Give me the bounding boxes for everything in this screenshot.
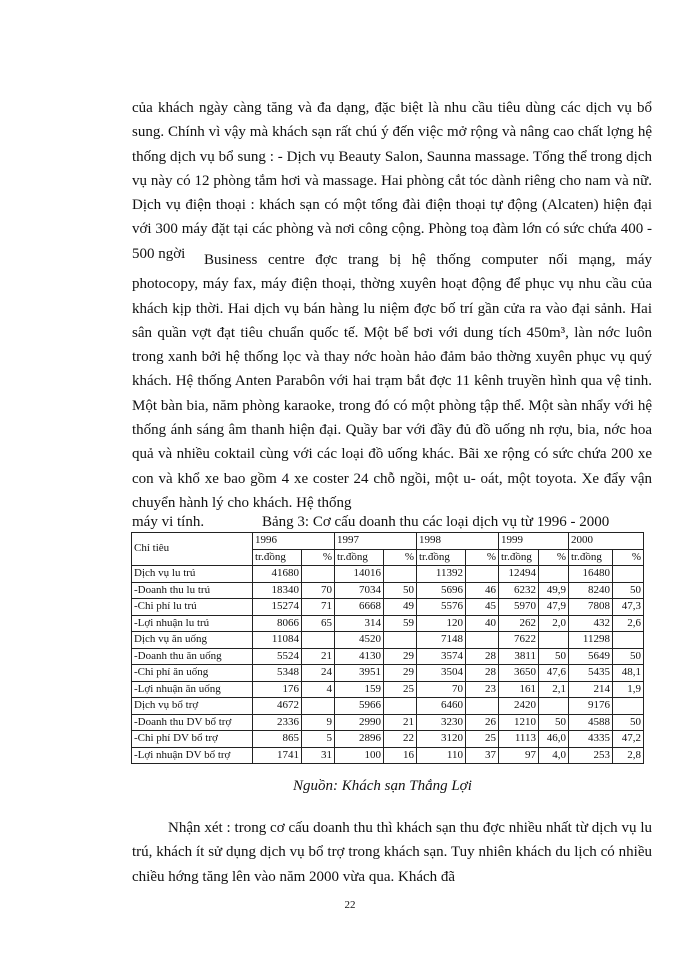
unit-header: tr.đồng bbox=[569, 549, 613, 566]
table-cell: 49 bbox=[384, 599, 417, 616]
table-source: Nguồn: Khách sạn Thắng Lợi bbox=[293, 778, 472, 794]
year-header: 1997 bbox=[335, 533, 417, 550]
table-cell: 214 bbox=[569, 681, 613, 698]
table-cell: 11298 bbox=[569, 632, 613, 649]
table-header-row bbox=[132, 533, 644, 550]
table-cell: 71 bbox=[302, 599, 335, 616]
table-cell: 70 bbox=[302, 582, 335, 599]
table-cell bbox=[302, 632, 335, 649]
table-row bbox=[132, 648, 644, 665]
row-label: -Doanh thu DV bổ trợ bbox=[132, 714, 253, 731]
table-cell: 3650 bbox=[499, 665, 539, 682]
table-cell: 37 bbox=[466, 747, 499, 764]
table-cell: 25 bbox=[466, 731, 499, 748]
table-row bbox=[132, 615, 644, 632]
table-row bbox=[132, 582, 644, 599]
table-cell: 4 bbox=[302, 681, 335, 698]
row-label: Dịch vụ lu trú bbox=[132, 566, 253, 583]
table-cell: 5524 bbox=[253, 648, 302, 665]
table-cell: 50 bbox=[384, 582, 417, 599]
table-cell: 70 bbox=[417, 681, 466, 698]
table-cell: 46 bbox=[466, 582, 499, 599]
table-row bbox=[132, 747, 644, 764]
table-cell: 432 bbox=[569, 615, 613, 632]
table-cell: 4672 bbox=[253, 698, 302, 715]
row-label: -Lợi nhuận lu trú bbox=[132, 615, 253, 632]
table-cell: 5348 bbox=[253, 665, 302, 682]
table-cell: 15274 bbox=[253, 599, 302, 616]
table-cell: 7148 bbox=[417, 632, 466, 649]
table-cell: 59 bbox=[384, 615, 417, 632]
year-header: 1996 bbox=[253, 533, 335, 550]
table-cell: 5576 bbox=[417, 599, 466, 616]
table-cell: 23 bbox=[466, 681, 499, 698]
table-cell: 5 bbox=[302, 731, 335, 748]
table-row bbox=[132, 599, 644, 616]
table-cell: 1210 bbox=[499, 714, 539, 731]
paragraph-business-centre: Business centre đợc trang bị hệ thống computer nối mạng, máy photocopy, máy fax, máy điện thoại, thờng xuyên hoạt động để phục vụ nhu cầu của khách kịp thời. Hai dịch vụ bán hàng lu niệm đợc bố trí gần cửa ra vào đại sảnh. Hai sân quần vợt đạt tiêu chuẩn quốc tế. Một bể bơi với dung tích 450m³, làn nớc luôn trong xanh bởi hệ thống lọc và thay nớc hoàn hảo đảm bảo thờng xuyên phục vụ quý khách. Hệ thống Anten Parabôn với hai trạm bắt đợc 11 kênh truyền hình qua vệ tinh. Một bàn bia, năm phòng karaoke, trong đó có một phòng tập thể. Một sàn nhẩy với hệ thống ánh sáng âm thanh hiện đại. Quầy bar với đầy đủ đồ uống nh rợu, bia, nớc hoa quả và nhiều coktail cùng với các loại đồ uống khác. Bãi xe rộng có sức chứa 200 xe con và khổ xe bao gồm 4 xe coster 24 chỗ ngồi, một u- oát, một toyota. Xe đẩy vận chuyển hành lý cho khách. Hệ thống bbox=[132, 252, 652, 511]
table-cell: 18340 bbox=[253, 582, 302, 599]
table-cell: 12494 bbox=[499, 566, 539, 583]
unit-header: tr.đồng bbox=[335, 549, 384, 566]
table-cell: 8066 bbox=[253, 615, 302, 632]
table-cell bbox=[539, 566, 569, 583]
table-cell: 1113 bbox=[499, 731, 539, 748]
table-cell bbox=[466, 698, 499, 715]
table-cell: 1741 bbox=[253, 747, 302, 764]
table-cell: 100 bbox=[335, 747, 384, 764]
table-cell: 47,9 bbox=[539, 599, 569, 616]
table-cell: 253 bbox=[569, 747, 613, 764]
table-cell bbox=[384, 632, 417, 649]
table-cell: 21 bbox=[384, 714, 417, 731]
table-cell bbox=[613, 566, 644, 583]
table-cell: 28 bbox=[466, 665, 499, 682]
table-cell: 47,3 bbox=[613, 599, 644, 616]
row-label: -Doanh thu lu trú bbox=[132, 582, 253, 599]
table-row bbox=[132, 731, 644, 748]
table-cell: 97 bbox=[499, 747, 539, 764]
table-cell: 22 bbox=[384, 731, 417, 748]
table-cell: 45 bbox=[466, 599, 499, 616]
table-cell: 50 bbox=[539, 714, 569, 731]
table-row bbox=[132, 714, 644, 731]
table-cell: 25 bbox=[384, 681, 417, 698]
percent-header: % bbox=[539, 549, 569, 566]
table-cell: 3120 bbox=[417, 731, 466, 748]
table-cell bbox=[539, 632, 569, 649]
table-cell: 11084 bbox=[253, 632, 302, 649]
table-cell bbox=[539, 698, 569, 715]
table-cell: 5696 bbox=[417, 582, 466, 599]
table-cell bbox=[613, 698, 644, 715]
unit-header: tr.đồng bbox=[253, 549, 302, 566]
row-label: -Lợi nhuận DV bổ trợ bbox=[132, 747, 253, 764]
table-title: Bảng 3: Cơ cấu doanh thu các loại dịch vụ từ 1996 - 2000 bbox=[262, 514, 610, 530]
table-cell: 29 bbox=[384, 665, 417, 682]
row-label: -Lợi nhuận ăn uống bbox=[132, 681, 253, 698]
table-cell: 2,1 bbox=[539, 681, 569, 698]
table-cell: 4,0 bbox=[539, 747, 569, 764]
table-row bbox=[132, 665, 644, 682]
table-cell bbox=[302, 566, 335, 583]
table-cell: 9176 bbox=[569, 698, 613, 715]
table-cell bbox=[466, 632, 499, 649]
table-cell: 24 bbox=[302, 665, 335, 682]
table-cell bbox=[613, 632, 644, 649]
unit-header: tr.đồng bbox=[417, 549, 466, 566]
table-cell: 5649 bbox=[569, 648, 613, 665]
table-cell bbox=[302, 698, 335, 715]
table-caption-row bbox=[132, 510, 652, 534]
table-cell: 314 bbox=[335, 615, 384, 632]
table-cell: 65 bbox=[302, 615, 335, 632]
table-cell: 6232 bbox=[499, 582, 539, 599]
table-cell: 50 bbox=[539, 648, 569, 665]
table-cell: 6460 bbox=[417, 698, 466, 715]
table-cell: 41680 bbox=[253, 566, 302, 583]
caption-lead-text: máy vi tính. bbox=[132, 514, 205, 530]
table-cell: 7622 bbox=[499, 632, 539, 649]
table-cell: 16480 bbox=[569, 566, 613, 583]
year-header: 1998 bbox=[417, 533, 499, 550]
table-cell: 11392 bbox=[417, 566, 466, 583]
table-cell: 161 bbox=[499, 681, 539, 698]
row-label: Dịch vụ ăn uống bbox=[132, 632, 253, 649]
table-cell: 2336 bbox=[253, 714, 302, 731]
percent-header: % bbox=[466, 549, 499, 566]
table-cell: 31 bbox=[302, 747, 335, 764]
table-cell: 4520 bbox=[335, 632, 384, 649]
table-cell: 7034 bbox=[335, 582, 384, 599]
table-cell: 2,0 bbox=[539, 615, 569, 632]
table-cell: 40 bbox=[466, 615, 499, 632]
table-cell: 4130 bbox=[335, 648, 384, 665]
table-cell: 5435 bbox=[569, 665, 613, 682]
year-header: 1999 bbox=[499, 533, 569, 550]
table-cell bbox=[384, 566, 417, 583]
table-cell: 262 bbox=[499, 615, 539, 632]
table-cell: 50 bbox=[613, 714, 644, 731]
table-cell bbox=[384, 698, 417, 715]
row-label: -Doanh thu ăn uống bbox=[132, 648, 253, 665]
paragraph-remark: Nhận xét : trong cơ cấu doanh thu thì khách sạn thu đợc nhiều nhất từ dịch vụ lu trú, khách ít sử dụng dịch vụ bổ trợ trong khách sạn. Tuy nhiên khách du lịch có nhiều chiều hớng tăng lên vào năm 2000 vừa qua. Khách đã bbox=[132, 820, 652, 885]
table-row bbox=[132, 632, 644, 649]
corner-header: Chỉ tiêu bbox=[132, 533, 253, 566]
revenue-table bbox=[131, 532, 644, 764]
row-label: Dịch vụ bổ trợ bbox=[132, 698, 253, 715]
table-cell: 3574 bbox=[417, 648, 466, 665]
table-cell: 1,9 bbox=[613, 681, 644, 698]
unit-header: tr.đồng bbox=[499, 549, 539, 566]
percent-header: % bbox=[302, 549, 335, 566]
table-row bbox=[132, 698, 644, 715]
table-cell bbox=[466, 566, 499, 583]
row-label: -Chi phí ăn uống bbox=[132, 665, 253, 682]
table-row bbox=[132, 566, 644, 583]
table-cell: 159 bbox=[335, 681, 384, 698]
table-cell: 110 bbox=[417, 747, 466, 764]
table-cell: 29 bbox=[384, 648, 417, 665]
table-cell: 2,8 bbox=[613, 747, 644, 764]
table-cell: 14016 bbox=[335, 566, 384, 583]
table-cell: 50 bbox=[613, 582, 644, 599]
table-cell: 120 bbox=[417, 615, 466, 632]
table-cell: 16 bbox=[384, 747, 417, 764]
table-cell: 50 bbox=[613, 648, 644, 665]
table-cell: 21 bbox=[302, 648, 335, 665]
row-label: -Chi phí lu trú bbox=[132, 599, 253, 616]
table-cell: 9 bbox=[302, 714, 335, 731]
table-cell: 4335 bbox=[569, 731, 613, 748]
table-cell: 48,1 bbox=[613, 665, 644, 682]
table-cell: 2,6 bbox=[613, 615, 644, 632]
table-cell: 7808 bbox=[569, 599, 613, 616]
table-cell: 46,0 bbox=[539, 731, 569, 748]
table-cell: 6668 bbox=[335, 599, 384, 616]
table-cell: 3811 bbox=[499, 648, 539, 665]
table-cell: 28 bbox=[466, 648, 499, 665]
table-cell: 2420 bbox=[499, 698, 539, 715]
year-header: 2000 bbox=[569, 533, 644, 550]
table-cell: 5966 bbox=[335, 698, 384, 715]
table-cell: 176 bbox=[253, 681, 302, 698]
table-cell: 47,6 bbox=[539, 665, 569, 682]
table-cell: 3230 bbox=[417, 714, 466, 731]
paragraph-services: của khách ngày càng tăng và đa dạng, đặc biệt là nhu cầu tiêu dùng các dịch vụ bổ sung. Chính vì vậy mà khách sạn rất chú ý đến việc mở rộng và nâng cao chất lợng hệ thống dịch vụ bổ sung : - Dịch vụ Beauty Salon, Saunna massage. Tổng thể trong dịch vụ này có 12 phòng tắm hơi và massage. Hai phòng cắt tóc dành riêng cho nam và nữ. Dịch vụ điện thoại : khách sạn có một tổng đài điện thoại tự động (Alcaten) hiện đại với 300 máy đặt tại các phòng và nơi công cộng. Phòng toạ đàm lớn có sức chứa 400 - 500 ngời bbox=[132, 100, 652, 262]
table-cell: 3951 bbox=[335, 665, 384, 682]
row-label: -Chi phí DV bổ trợ bbox=[132, 731, 253, 748]
table-cell: 2896 bbox=[335, 731, 384, 748]
table-cell: 49,9 bbox=[539, 582, 569, 599]
percent-header: % bbox=[613, 549, 644, 566]
table-cell: 5970 bbox=[499, 599, 539, 616]
percent-header: % bbox=[384, 549, 417, 566]
table-cell: 4588 bbox=[569, 714, 613, 731]
table-cell: 26 bbox=[466, 714, 499, 731]
page-number: 22 bbox=[344, 899, 356, 911]
table-cell: 8240 bbox=[569, 582, 613, 599]
table-cell: 47,2 bbox=[613, 731, 644, 748]
table-row bbox=[132, 681, 644, 698]
table-cell: 2990 bbox=[335, 714, 384, 731]
table-cell: 3504 bbox=[417, 665, 466, 682]
table-cell: 865 bbox=[253, 731, 302, 748]
